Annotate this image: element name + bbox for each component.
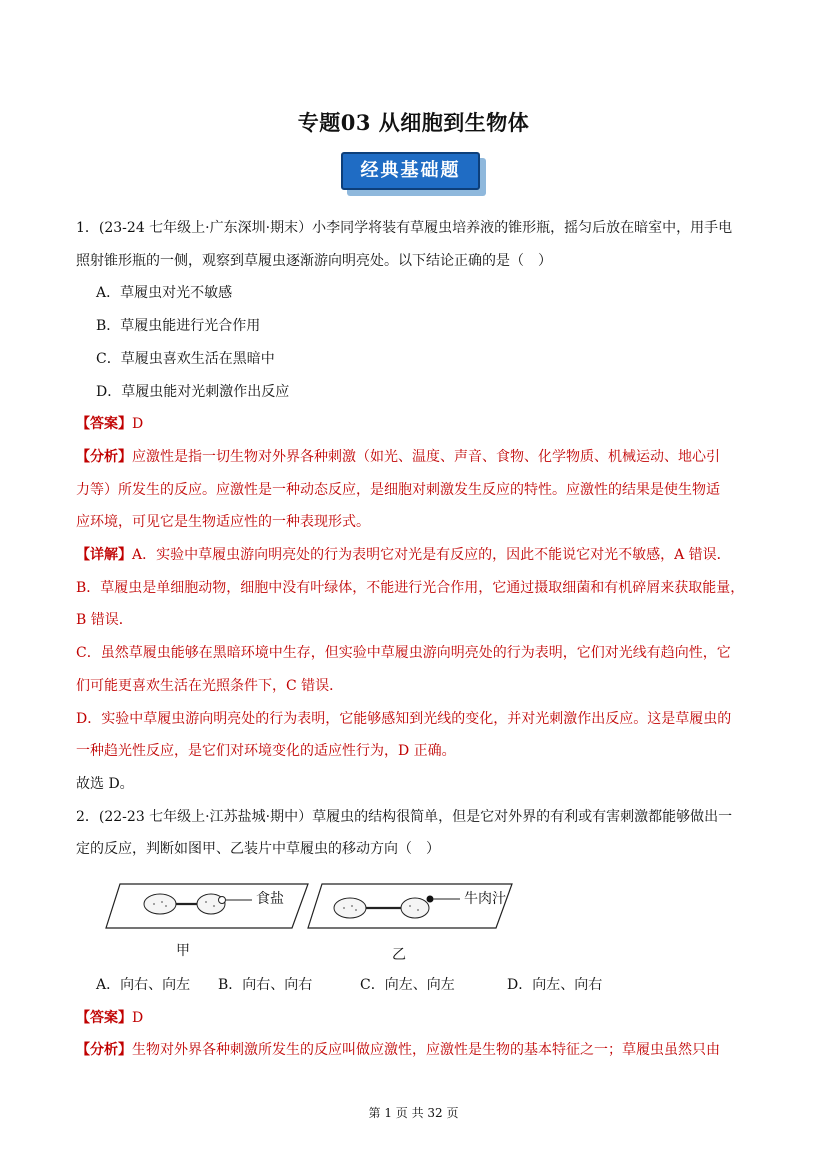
answer-value: D [132,416,144,433]
page-title: 专题03 从细胞到生物体 [297,110,530,135]
answer-tag: 【答案】 [76,416,132,433]
analysis-text: 应激性是指一切生物对外界各种刺激（如光、温度、声音、食物、化学物质、机械运动、地心引 [132,448,720,465]
q1-detail-line-2: B．草履虫是单细胞动物，细胞中没有叶绿体，不能进行光合作用，它通过摄取细菌和有机碎屑来获取能量， [76,579,745,596]
q1-option-b: B．草履虫能进行光合作用 [96,318,261,335]
label-beef-juice: 牛肉汁 [464,891,506,908]
slide-jia-left-drop [144,894,176,914]
q1-option-c: C．草履虫喜欢生活在黑暗中 [96,350,275,367]
q1-option-a: A．草履虫对光不敏感 [96,285,233,302]
q1-stem-line-1: 1．(23-24 七年级上·广东深圳·期末）小李同学将装有草履虫培养液的锥形瓶，摇匀后放在暗室中，用手电 [76,220,733,236]
q2-analysis-line-1 [76,1034,756,1067]
q1-stem-line-2: 照射锥形瓶的一侧，观察到草履虫逐渐游向明亮处。以下结论正确的是（ ） [76,252,552,269]
badge-label: 经典基础题 [341,152,480,190]
beef-juice-drop [427,896,434,903]
q2-option-d: D．向左、向右 [507,977,603,994]
q1-option-d: D．草履虫能对光刺激作出反应 [96,383,290,400]
detail-tag: 【详解】 [76,547,132,564]
page-footer: 第 1 页 共 32 页 [368,1106,459,1120]
q1-detail-line-1 [76,539,756,572]
q1-detail-line-4: C．虽然草履虫能够在黑暗环境中生存，但实验中草履虫游向明亮处的行为表明，它们对光线有趋向性，它 [76,645,731,662]
q2-stem-line-2: 定的反应，判断如图甲、乙装片中草履虫的移动方向（ ） [76,841,440,858]
analysis-text: 生物对外界各种刺激所发生的反应叫做应激性，应激性是生物的基本特征之一；草履虫虽然只由 [132,1042,720,1059]
answer-value: D [132,1009,144,1026]
q1-detail-line-5: 们可能更喜欢生活在光照条件下，C 错误． [76,677,344,694]
analysis-tag: 【分析】 [76,1042,132,1059]
q2-option-a: A．向右、向左 [96,977,191,994]
section-badge [341,152,486,196]
q2-answer [76,1002,756,1035]
slide-figure [76,866,756,969]
label-jia: 甲 [176,943,190,960]
q1-analysis-line-1 [76,441,756,474]
slide-yi-right-drop [401,898,429,918]
analysis-tag: 【分析】 [76,448,132,465]
answer-tag: 【答案】 [76,1009,132,1026]
salt-crystal [219,897,226,904]
q1-detail-line-7: 一种趋光性反应，是它们对环境变化的适应性行为，D 正确。 [76,743,456,760]
q1-analysis-line-3: 应环境，可见它是生物适应性的一种表现形式。 [76,514,370,531]
label-yi: 乙 [392,947,406,964]
q1-detail-line-3: B 错误． [76,612,133,629]
label-salt: 食盐 [256,891,284,908]
q1-answer [76,408,756,441]
q1-detail-line-6: D．实验中草履虫游向明亮处的行为表明，它能够感知到光线的变化，并对光刺激作出反应。这是草履虫的 [76,710,732,727]
q2-option-c: C．向左、向左 [360,977,455,994]
slide-yi-left-drop [334,898,366,918]
q1-analysis-line-2: 力等）所发生的反应。应激性是一种动态反应，是细胞对刺激发生反应的特性。应激性的结果是使生物适 [76,481,720,498]
document-body [76,212,756,1067]
q2-option-b: B．向右、向右 [218,977,313,994]
q2-stem-line-1: 2．(22-23 七年级上·江苏盐城·期中）草履虫的结构很简单，但是它对外界的有利或有害刺激都能够做出一 [76,808,733,825]
q1-conclusion: 故选 D。 [76,775,134,792]
detail-text: A．实验中草履虫游向明亮处的行为表明它对光是有反应的，因此不能说它对光不敏感，A 错误． [132,547,731,564]
q2-options [76,969,756,1002]
